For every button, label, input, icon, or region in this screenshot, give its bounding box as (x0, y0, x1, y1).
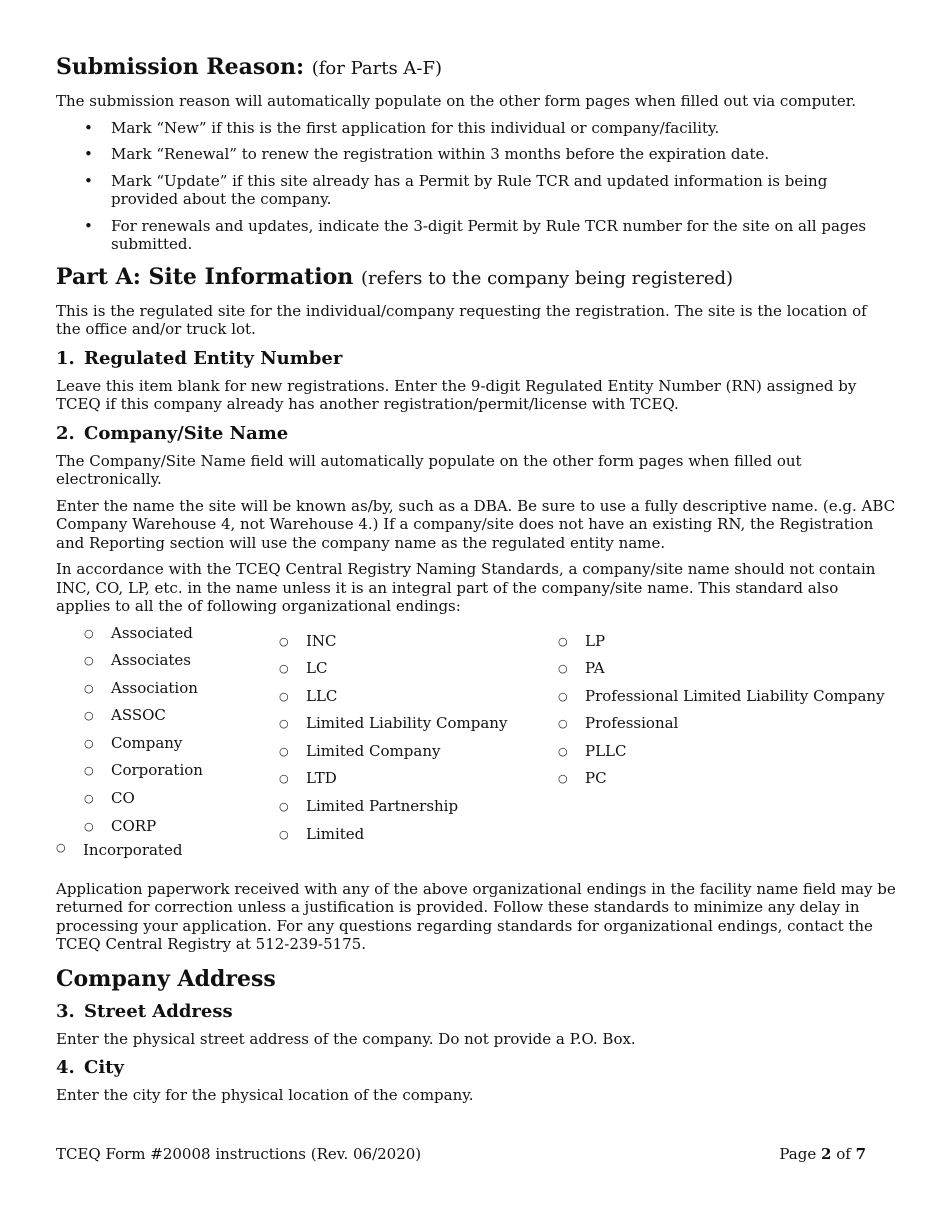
list-item: • For renewals and updates, indicate the 3-digit Permit by Rule TCR number for the site on all pages submitted. (56, 217, 896, 254)
item-3-heading: 3. Street Address (56, 1000, 233, 1022)
list-item: ○ LLC (279, 683, 507, 711)
list-item: ○ LC (279, 655, 507, 683)
list-item: ○ PC (558, 765, 885, 793)
list-item: ○ PLLC (558, 738, 885, 766)
list-item: ○ CORP (84, 813, 203, 841)
endings-column-2 (279, 628, 507, 849)
page-number: Page 2 of 7 (779, 1145, 866, 1163)
list-item: • Mark “Update” if this site already has a Permit by Rule TCR and updated information is being provided about the company. (56, 172, 896, 209)
list-item: ○ Limited Partnership (279, 793, 507, 821)
list-item: ○ Corporation (84, 757, 203, 785)
list-item: ○ Limited Liability Company (279, 710, 507, 738)
item-4-heading: 4. City (56, 1057, 124, 1078)
list-item: • Mark “New” if this is the first application for this individual or company/facility. (56, 119, 896, 138)
part-a-heading: Part A: Site Information (refers to the company being registered) (56, 263, 734, 290)
list-item: ○ Associates (84, 647, 203, 675)
list-item: ○ Incorporated (56, 841, 182, 859)
list-item: ○ CO (84, 785, 203, 813)
organizational-endings-list (56, 624, 896, 874)
page-footer (56, 1145, 866, 1163)
endings-column-1 (84, 620, 203, 841)
document-page (56, 52, 896, 1113)
list-item: ○ Company (84, 730, 203, 758)
form-reference: TCEQ Form #20008 instructions (Rev. 06/2020) (56, 1145, 422, 1163)
item-1-heading: 1. Regulated Entity Number (56, 347, 343, 369)
list-item: ○ Limited (279, 821, 507, 849)
list-item: ○ Association (84, 675, 203, 703)
item-4-text: Enter the city for the physical location of the company. (56, 1086, 474, 1104)
submission-bullet-list (56, 119, 896, 254)
list-item: ○ Limited Company (279, 738, 507, 766)
list-item: ○ LTD (279, 765, 507, 793)
list-item: ○ Professional (558, 710, 885, 738)
item-1-text: Leave this item blank for new registrations. Enter the 9-digit Regulated Entity Number (RN) assigned by TCEQ if this company already has another registration/permit/license with TCEQ. (56, 376, 857, 413)
list-item: • Mark “Renewal” to renew the registration within 3 months before the expiration date. (56, 145, 896, 164)
item-2-paragraph-3: In accordance with the TCEQ Central Registry Naming Standards, a company/site name should not contain INC, CO, LP, etc. in the name unless it is an integral part of the company/site name. This standard also applies to all the of following organizational endings: (56, 560, 876, 615)
list-item: ○ Associated (84, 620, 203, 648)
item-2-heading: 2. Company/Site Name (56, 422, 289, 444)
item-2-paragraph-4: Application paperwork received with any of the above organizational endings in the facility name field may be returned for correction unless a justification is provided. Follow these standards to minimize any delay in processing your application. For any questions regarding standards for organizational endings, contact the TCEQ Central Registry at 512-239-5175. (56, 879, 896, 953)
list-item: ○ INC (279, 628, 507, 656)
submission-reason-heading: Submission Reason: (for Parts A-F) (56, 54, 443, 80)
item-2-paragraph-1: The Company/Site Name field will automatically populate on the other form pages when filled out electronically. (56, 451, 802, 488)
item-2-paragraph-2: Enter the name the site will be known as/by, such as a DBA. Be sure to use a fully descriptive name. (e.g. ABC Company Warehouse 4, not Warehouse 4.) If a company/site does not have an existing RN, the Registration and Reporting section will use the company name as the regulated entity name. (56, 496, 896, 552)
list-item: ○ PA (558, 655, 885, 683)
endings-column-3 (558, 628, 885, 794)
list-item: ○ Professional Limited Liability Company (558, 683, 885, 711)
list-item: ○ LP (558, 628, 885, 656)
company-address-heading: Company Address (56, 965, 276, 992)
submission-intro: The submission reason will automatically populate on the other form pages when filled out via computer. (56, 92, 857, 110)
list-item: ○ ASSOC (84, 702, 203, 730)
item-3-text: Enter the physical street address of the company. Do not provide a P.O. Box. (56, 1029, 636, 1048)
part-a-intro: This is the regulated site for the individual/company requesting the registration. The site is the location of the office and/or truck lot. (56, 301, 867, 338)
